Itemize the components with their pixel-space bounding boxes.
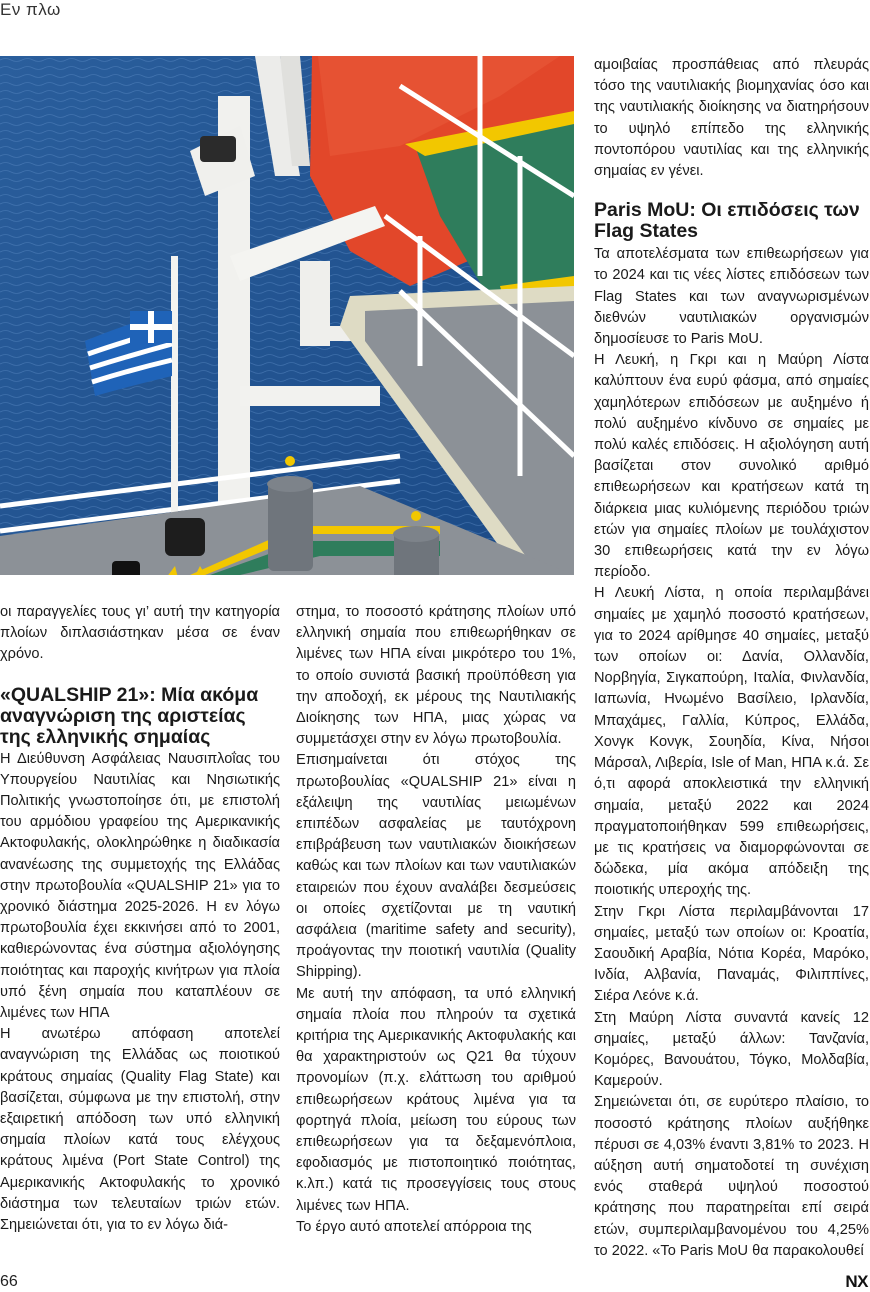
heading-paris-mou: Paris MoU: Οι επιδόσεις των Flag States bbox=[594, 199, 860, 243]
column-2 bbox=[296, 602, 576, 1238]
page-number: 66 bbox=[0, 1273, 18, 1290]
section-label: Εν πλω bbox=[0, 0, 61, 19]
paragraph: Με αυτή την απόφαση, τα υπό ελληνική σημαία πλοία που πληρούν τα σχετικά κριτήρια της Αμερικανικής Ακτοφυλακής και θα χαρακτηριστούν ως Q21 θα τύχουν προνομίων (π.χ. ελάττωση του αριθμού επιθεωρήσεων κράτους λιμένα για τα φορτηγά πλοία, μείωση του εύρους των επιθεωρήσεων για τα δεξαμενόπλοια, εφοδιασμός με πιστοποιητικό ποιότητας, κ.λπ.) κατά τις προσεγγίσεις τους στους λιμένες των ΗΠΑ. bbox=[296, 985, 576, 1214]
paragraph: Τα αποτελέσματα των επιθεωρήσεων για το 2024 και τις νέες λίστες επιδόσεων των Flag States και των αναγνωρισμένων διεθνών ναυτιλιακών οργανισμών δημοσίευσε το Paris MoU. bbox=[594, 246, 869, 348]
heading-qualship: «QUALSHIP 21»: Μία ακόμα αναγνώριση της αριστείας της ελληνικής σημαίας bbox=[0, 683, 259, 748]
bollard bbox=[112, 561, 140, 575]
photo-illustration bbox=[0, 56, 574, 575]
paragraph: Επισημαίνεται ότι στόχος της πρωτοβουλίας «QUALSHIP 21» είναι η εξάλειψη της ναυτιλίας μειωμένων επιπέδων ασφαλείας με ταυτόχρονη επιβράβευση των ναυτιλιακών διοικήσεων καθώς και των πλοίων και των ναυτιλιακών εταιρειών που έχουν αναλάβει δεσμεύσεις οι οποίες σχετίζονται με τη ναυτική ασφάλεια (maritime safety and security), προάγοντας την ποιοτική ναυτιλία (Quality Shipping). bbox=[296, 752, 576, 981]
ship-stern-photo bbox=[0, 56, 574, 575]
fairlead bbox=[165, 518, 205, 556]
paragraph: αμοιβαίας προσπάθειας από πλευράς τόσο της ναυτιλιακής βιομηχανίας όσο και της ναυτιλιακής διοίκησης να διατηρήσουν το υψηλό επίπεδο της ελληνικής ποντοπόρου ναυτιλίας και της ελληνικής σημαίας εν γένει. bbox=[594, 57, 869, 180]
paragraph: Η Διεύθυνση Ασφάλειας Ναυσιπλοΐας του Υπουργείου Ναυτιλίας και Νησιωτικής Πολιτικής γνωστοποίησε ότι, με επιστολή του αρμόδιου γραφείου της Αμερικανικής Ακτοφυλακής, ολοκληρώθηκε η διαδικασία ανανέωσης της συμμετοχής της Ελλάδας στην πρωτοβουλία «QUALSHIP 21» για το χρονικό διάστημα 2025-2026. Η εν λόγω πρωτοβουλία έχει εκκινήσει από το 2001, καθιερώνοντας ένα σύστημα αξιολόγησης ποιότητας και παροχής κινήτρων για πλοία υπό ξένη σημαία που καταπλέουν σε λιμένες των ΗΠΑ bbox=[0, 750, 280, 1022]
flag-pole bbox=[171, 256, 178, 516]
brand-logo: NX bbox=[845, 1272, 868, 1291]
winch-drum bbox=[200, 136, 236, 162]
paragraph: Η Λευκή, η Γκρι και η Μαύρη Λίστα καλύπτουν ένα ευρύ φάσμα, από σημαίες χαμηλότερων επιδόσεων με αυξημένο ή πολύ αυξημένο κίνδυνο σε σημαίες με πολύ καλές επιδόσεις. Η αξιολόγηση αυτή βασίζεται στον συνολικό αριθμό επιθεωρήσεων και κρατήσεων κατά τη διάρκεια μιας κυλιόμενης περιόδου τριών ετών για σημαίες πλοίων με τουλάχιστον 30 επιθεωρήσεις κατά την εν λόγω περίοδο. bbox=[594, 352, 869, 581]
paragraph: Το έργο αυτό αποτελεί απόρροια της bbox=[296, 1218, 532, 1235]
paragraph: Στην Γκρι Λίστα περιλαμβάνονται 17 σημαίες, μεταξύ των οποίων οι: Κροατία, Σαουδική Αραβία, Νότια Κορέα, Μαρόκο, Ινδία, Αλβανία, Παναμάς, Φιλιππίνες, Σιέρα Λεόνε κ.ά. bbox=[594, 903, 869, 1005]
paragraph: Στη Μαύρη Λίστα συναντά κανείς 12 σημαίες, μεταξύ άλλων: Τανζανία, Κομόρες, Βανουάτου, Τόγκο, Μολδαβία, Καμερούν. bbox=[594, 1009, 869, 1090]
column-3 bbox=[594, 55, 869, 1262]
paragraph: στημα, το ποσοστό κράτησης πλοίων υπό ελληνική σημαία που επιθεωρήθηκαν σε λιμένες των ΗΠΑ είναι μικρότερο του 1%, το οποίο συνιστά βασική προϋπόθεση για την αποδοχή, εκ μέρους της Ναυτιλιακής Διοίκησης των ΗΠΑ, μιας χώρας να συμμετάσχει στην εν λόγω πρωτοβουλία. bbox=[296, 604, 576, 748]
paragraph: Σημειώνεται ότι, σε ευρύτερο πλαίσιο, το ποσοστό κράτησης πλοίων αυξήθηκε πέρυσι σε 4,03% έναντι 3,81% το 2023. Η αύξηση αυτή σηματοδοτεί τη συνέχιση ενός σταθερά υψηλού ποσοστού κράτησης που παρατηρείται επί σειρά ετών, συμπεριλαμβανομένου του 4,25% το 2022. «Το Paris MoU θα παρακολουθεί bbox=[594, 1094, 869, 1259]
paragraph: οι παραγγελίες τους γι’ αυτή την κατηγορία πλοίων διπλασιάστηκαν μέσα σε έναν χρόνο. bbox=[0, 604, 280, 663]
paragraph: Η Λευκή Λίστα, η οποία περιλαμβάνει σημαίες με χαμηλό ποσοστό κρατήσεων, για το 2024 αρίθμησε 40 σημαίες, μεταξύ των οποίων οι: Δανία, Ολλανδία, Νορβηγία, Σιγκαπούρη, Ιταλία, Φινλανδία, Ιαπωνία, Ηνωμένο Βασίλειο, Ιρλανδία, Μπαχάμες, Γαλλία, Κύπρος, Ελλάδα, Χονγκ Κονγκ, Σουηδία, Κίνα, Νήσοι Μάρσαλ, Λιβερία, Isle of Man, ΗΠΑ κ.ά. Σε ό,τι αφορά αποκλειστικά την ελληνική σημαία, μεταξύ 2022 και 2024 πραγματοποιήθηκαν 599 επιθεωρήσεις, με τις κρατήσεις να διαμορφώνονται σε δώδεκα, μία ακόμα απόδειξη της ποιοτικής υπεροχής της. bbox=[594, 585, 869, 899]
paragraph: Η ανωτέρω απόφαση αποτελεί αναγνώριση της Ελλάδας ως ποιοτικού κράτους σημαίας (Quality Flag State) και βασίζεται, σύμφωνα με την επιστολή, στην εξαιρετική απόδοση των υπό ελληνική σημαία πλοίων κατά τους ελέγχους κράτους λιμένα (Port State Control) της Αμερικανικής Ακτοφυλακής το χρονικό διάστημα των τελευταίων τριών ετών. Σημειώνεται ότι, για το εν λόγω διά- bbox=[0, 1026, 280, 1234]
column-1 bbox=[0, 602, 280, 1236]
